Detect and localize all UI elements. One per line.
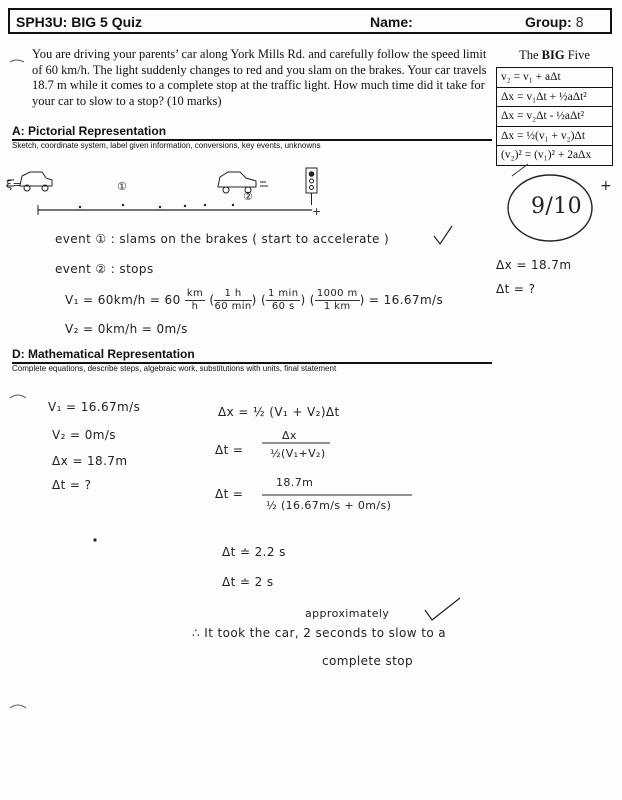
- equation-row: v₂ = v₁ + aΔt: [497, 68, 612, 88]
- given-value: Δx = 18.7m: [52, 454, 128, 468]
- inserted-word: approximately: [305, 607, 390, 620]
- equation-row: Δx = v₂Δt - ½aΔt²: [497, 107, 612, 127]
- stray-dot: [93, 538, 96, 541]
- check-mark-icon: [425, 598, 460, 620]
- equation-row: (v₂)² = (v₁)² + 2aΔx: [501, 149, 592, 161]
- group-label: Group:: [525, 14, 572, 30]
- event-2-description: event ② : stops: [55, 262, 154, 276]
- given-value: V₁ = 16.67m/s: [48, 400, 141, 414]
- traffic-light-icon: [306, 168, 317, 205]
- check-mark-icon: [434, 226, 452, 244]
- sketch-dot: [159, 206, 161, 208]
- equation-step-3-lhs: Δt =: [215, 487, 244, 501]
- equation-row: Δx = v₁Δt + ½aΔt²: [497, 88, 612, 108]
- sketch-event-2-mark: ②: [243, 190, 254, 203]
- final-statement-line-2: complete stop: [322, 654, 413, 668]
- grade-plus: +: [600, 178, 613, 194]
- equation-step-4: Δt ≐ 2.2 s: [222, 545, 286, 559]
- section-d-subtitle: Complete equations, describe steps, algebraic work, substitutions with units, final statement: [12, 364, 337, 373]
- margin-mark: [10, 705, 26, 708]
- section-a-subtitle: Sketch, coordinate system, label given information, conversions, key events, unknowns: [12, 141, 321, 150]
- sketch-axis-minus-label: ξ=: [6, 178, 23, 191]
- conversion-lhs: V₁ = 60km/h = 60: [65, 293, 181, 307]
- sketch-event-1-mark: ①: [117, 180, 128, 193]
- conversion-fraction: $\frac{1 h}{60 \min}$: [214, 288, 252, 312]
- equation-step-1: Δx = ½ (V₁ + V₂)Δt: [218, 405, 340, 419]
- sketch-dot: [184, 205, 186, 207]
- section-d-title: D: Mathematical Representation: [12, 347, 195, 361]
- big-five-title: The BIG Five: [519, 48, 590, 62]
- equation-step-2-lhs: Δt =: [215, 443, 244, 457]
- equation-step-2-numerator: Δx: [282, 429, 297, 442]
- sketch-dot: [204, 204, 206, 206]
- sketch-axis-plus-label: +: [312, 205, 322, 218]
- margin-mark: [10, 60, 24, 62]
- sketch-dot: [232, 204, 234, 206]
- name-label: Name:: [370, 14, 413, 30]
- conversion-result: = 16.67m/s: [368, 293, 444, 307]
- conversion-fraction: $\frac{1000 m}{1 km}$: [316, 288, 358, 312]
- equation-row: Δx = ½(v₁ + v₂)Δt: [497, 127, 612, 147]
- given-value: Δt = ?: [52, 478, 92, 492]
- event-1-description: event ① : slams on the brakes ( start to accelerate ): [55, 232, 390, 246]
- problem-statement: You are driving your parents’ car along York Mills Rd. and carefully follow the speed limit of 60 km/h. The light suddenly changes to red and you slam on the brakes. Your car travels 18.7 m while it comes to a complete stop at the traffic light. How much time did it take for your car to slow to a stop? (10 marks): [32, 47, 487, 108]
- section-a-title: A: Pictorial Representation: [12, 124, 167, 138]
- margin-mark: [10, 395, 26, 398]
- v2-conversion: V₂ = 0km/h = 0m/s: [65, 322, 188, 336]
- scribble-mark: [512, 164, 528, 176]
- final-statement-line-1: ∴ It took the car, 2 seconds to slow to a: [192, 626, 447, 640]
- equation-step-3-denominator: ½ (16.67m/s + 0m/s): [266, 499, 392, 512]
- conversion-fraction: $\frac{km}{h}$: [186, 288, 204, 312]
- equation-step-5: Δt ≐ 2 s: [222, 575, 274, 589]
- equation-step-3-numerator: 18.7m: [276, 476, 314, 489]
- grade-score: 9/10: [531, 194, 583, 219]
- conversion-fraction: $\frac{1 \min}{60 s}$: [268, 288, 299, 312]
- quiz-title: SPH3U: BIG 5 Quiz: [16, 14, 143, 30]
- side-delta-x: Δx = 18.7m: [496, 258, 572, 272]
- sketch-dot: [122, 204, 124, 206]
- group-value: 8: [575, 16, 585, 31]
- given-value: V₂ = 0m/s: [52, 428, 116, 442]
- conversion-line: V₁ = 60km/h = 60 $\frac{km}{h}$ ( $\frac{1 h}{60 \min}$ ) ( $\frac{1 \min}{60 s}$ ) ( $\frac{1000 m}{1 km}$ ) = 16.67m/s: [65, 288, 444, 312]
- side-delta-t: Δt = ?: [496, 282, 536, 296]
- equation-step-2-denominator: ½(V₁+V₂): [270, 447, 326, 460]
- sketch-dot: [79, 206, 81, 208]
